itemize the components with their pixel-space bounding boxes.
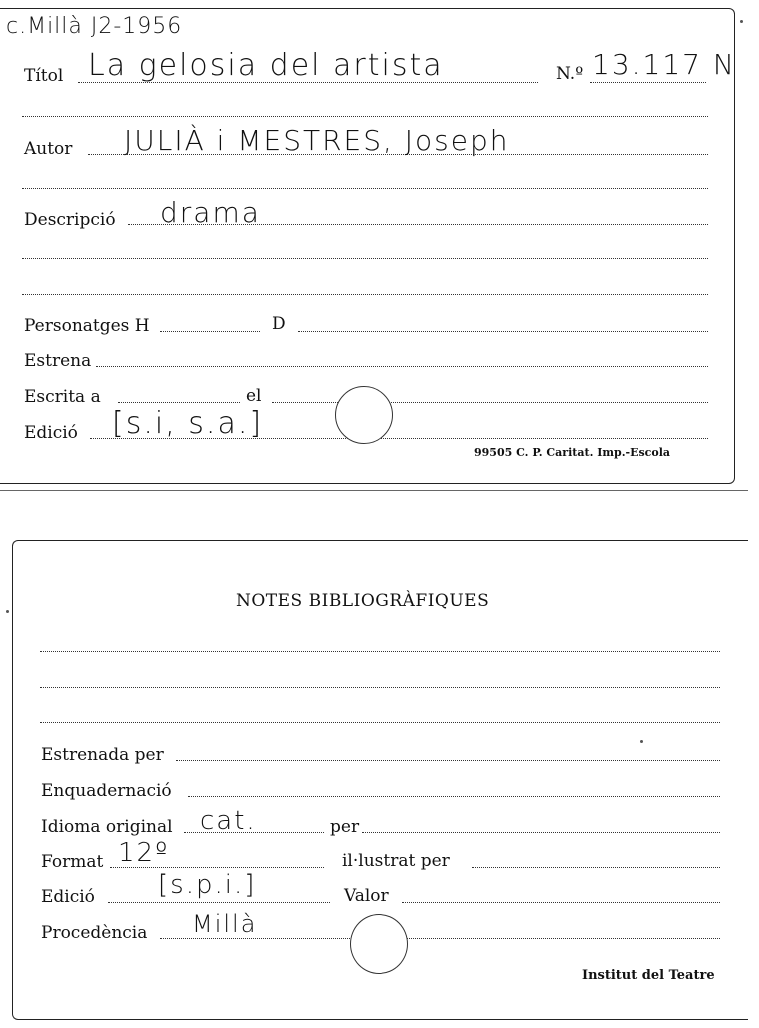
descripcio-line-3	[22, 294, 708, 295]
num-line	[590, 82, 706, 83]
punch-hole-top	[335, 386, 393, 444]
edicio2-label: Edició	[41, 887, 95, 907]
notes-line-1	[40, 651, 720, 652]
estrenada-label: Estrenada per	[41, 745, 164, 765]
format-label: Format	[41, 852, 104, 872]
titol-line-2	[22, 116, 708, 117]
idioma-value: cat.	[200, 806, 257, 836]
scan-speck	[640, 740, 643, 743]
autor-value: JULIÀ i MESTRES, Joseph	[124, 124, 510, 157]
estrena-line	[96, 366, 708, 367]
personatges-d-label: D	[272, 314, 286, 334]
estrena-label: Estrena	[24, 351, 92, 371]
idioma-per-line	[362, 832, 720, 833]
idioma-label: Idioma original	[41, 817, 173, 837]
scan-speck	[740, 20, 743, 23]
procedencia-line	[160, 938, 720, 939]
imprint-text: 99505 C. P. Caritat. Imp.-Escola	[474, 446, 671, 459]
titol-label: Títol	[24, 66, 64, 86]
illustrat-label: il·lustrat per	[342, 851, 450, 871]
card-separator	[0, 490, 748, 491]
personatges-label: Personatges H	[24, 316, 150, 336]
autor-line-2	[22, 188, 708, 189]
punch-hole-bottom	[350, 914, 408, 974]
enquadernacio-line	[188, 796, 720, 797]
num-value: 13.117 N	[592, 48, 736, 81]
valor-line	[402, 902, 720, 903]
edicio-label: Edició	[24, 423, 78, 443]
edicio2-line	[108, 902, 330, 903]
format-value: 12º	[118, 838, 170, 868]
descripcio-value: drama	[160, 196, 261, 229]
personatges-h-line	[160, 331, 260, 332]
archive-stamp: c.Millà J2-1956	[6, 14, 183, 39]
edicio2-value: [s.p.i.]	[158, 870, 257, 900]
notes-heading: NOTES BIBLIOGRÀFIQUES	[236, 591, 490, 611]
notes-line-3	[40, 722, 720, 723]
institut-footer: Institut del Teatre	[582, 968, 715, 983]
enquadernacio-label: Enquadernació	[41, 781, 172, 801]
descripcio-line-2	[22, 258, 708, 259]
valor-label: Valor	[344, 886, 389, 906]
autor-label: Autor	[24, 139, 73, 159]
procedencia-label: Procedència	[41, 923, 148, 943]
num-label: N.º	[556, 64, 584, 84]
scan-speck	[6, 610, 9, 613]
personatges-d-line	[298, 331, 708, 332]
escrita-line	[118, 402, 240, 403]
titol-value: La gelosia del artista	[88, 48, 444, 83]
escrita-label: Escrita a	[24, 387, 101, 407]
procedencia-value: Millà	[192, 910, 258, 938]
edicio-value: [s.i, s.a.]	[112, 406, 264, 441]
idioma-per-label: per	[330, 817, 360, 837]
illustrat-line	[472, 867, 720, 868]
el-label: el	[246, 386, 262, 406]
notes-line-2	[40, 687, 720, 688]
descripcio-label: Descripció	[24, 210, 116, 230]
estrenada-line	[176, 760, 720, 761]
